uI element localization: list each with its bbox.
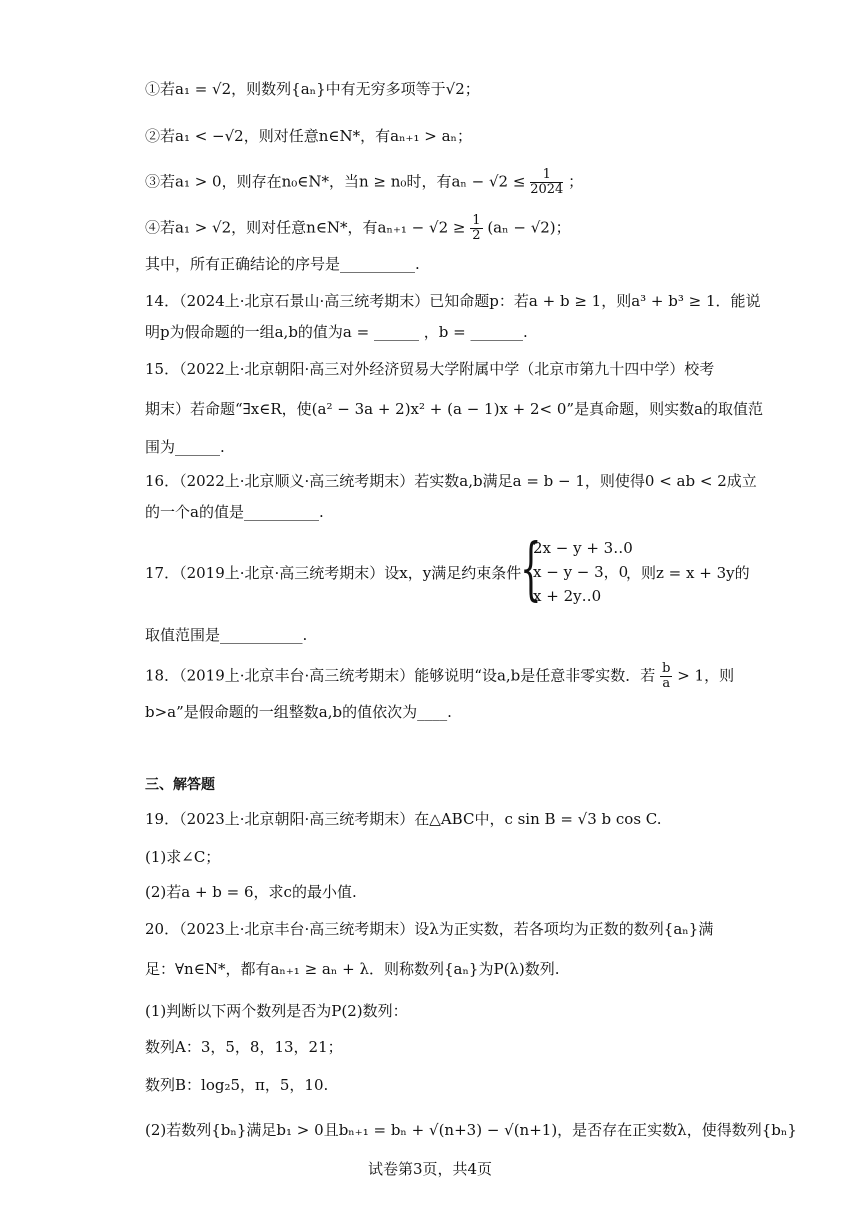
statement-4: ④若a₁ > √2，则对任意n∈N*，有aₙ₊₁ − √2 ≥ $\frac{1}{2}$ (aₙ − √2)；: [145, 213, 571, 243]
q14-line-1: 14．（2024上·北京石景山·高三统考期末）已知命题p：若a + b ≥ 1，则a³ + b³ ≥ 1．能说: [145, 292, 761, 310]
q15-line-3: 围为______.: [145, 438, 225, 456]
q16-line-1: 16．（2022上·北京顺义·高三统考期末）若实数a,b满足a = b − 1，则使得0 < ab < 2成立: [145, 472, 757, 490]
q20-part-2: (2)若数列{bₙ}满足b₁ > 0且bₙ₊₁ = bₙ + √(n+3) − √(n+1)，是否存在正实数λ，使得数列{bₙ}: [145, 1121, 797, 1139]
constraint-1: 2x − y + 3‥0: [533, 539, 633, 557]
q19-part-1: (1)求∠C；: [145, 848, 221, 866]
constraint-2: x − y − 3，0: [533, 563, 629, 581]
q20-sequence-a: 数列A：3，5，8，13，21；: [145, 1038, 343, 1056]
answer-prompt: 其中，所有正确结论的序号是__________.: [145, 255, 420, 273]
q20-part-1: (1)判断以下两个数列是否为P(2)数列：: [145, 1002, 408, 1020]
fraction: $\frac{b}{a}$: [662, 661, 671, 691]
q19-line-1: 19．（2023上·北京朝阳·高三统考期末）在△ABC中，c sin B = √3 b cos C.: [145, 810, 662, 828]
statement-1: ①若a₁ = √2，则数列{aₙ}中有无穷多项等于√2；: [145, 80, 480, 98]
q17-line-1a: 17．（2019上·北京·高三统考期末）设x，y满足约束条件: [145, 564, 522, 582]
q17-line-2: 取值范围是___________.: [145, 626, 308, 644]
q16-line-2: 的一个a的值是__________.: [145, 503, 324, 521]
q14-line-2: 明p为假命题的一组a,b的值为a = ______ ，b = _______.: [145, 323, 528, 341]
q18-line-2: b>a”是假命题的一组整数a,b的值依次为____.: [145, 703, 452, 721]
statement-2: ②若a₁ < −√2，则对任意n∈N*，有aₙ₊₁ > aₙ；: [145, 127, 473, 145]
section-heading: 三、解答题: [145, 777, 215, 793]
q17-line-1b: ，则z = x + 3y的: [626, 564, 750, 582]
brace-symbol: {: [520, 530, 542, 609]
constraint-3: x + 2y‥0: [533, 587, 602, 605]
statement-3: ③若a₁ > 0，则存在n₀∈N*，当n ≥ n₀时，有aₙ − √2 ≤ $\frac{1}{2024}$ ；: [145, 167, 584, 197]
page-footer: 试卷第3页，共4页: [367, 1160, 493, 1178]
q19-part-2: (2)若a + b = 6，求c的最小值.: [145, 883, 357, 901]
q15-line-1: 15．（2022上·北京朝阳·高三对外经济贸易大学附属中学（北京市第九十四中学）校考: [145, 360, 715, 378]
q15-line-2: 期末）若命题“∃x∈R，使(a² − 3a + 2)x² + (a − 1)x + 2< 0”是真命题，则实数a的取值范: [145, 400, 764, 418]
q18-line-1: 18．（2019上·北京丰台·高三统考期末）能够说明“设a,b是任意非零实数．若 $\frac{b}{a}$ > 1，则: [145, 661, 735, 691]
q20-line-2: 足：∀n∈N*，都有aₙ₊₁ ≥ aₙ + λ．则称数列{aₙ}为P(λ)数列.: [145, 960, 560, 978]
q20-line-1: 20．（2023上·北京丰台·高三统考期末）设λ为正实数，若各项均为正数的数列{aₙ}满: [145, 920, 714, 938]
fraction: $\frac{1}{2024}$: [530, 167, 564, 197]
q20-sequence-b: 数列B：log₂5，π，5，10.: [145, 1076, 329, 1094]
fraction: $\frac{1}{2}$: [472, 213, 481, 243]
